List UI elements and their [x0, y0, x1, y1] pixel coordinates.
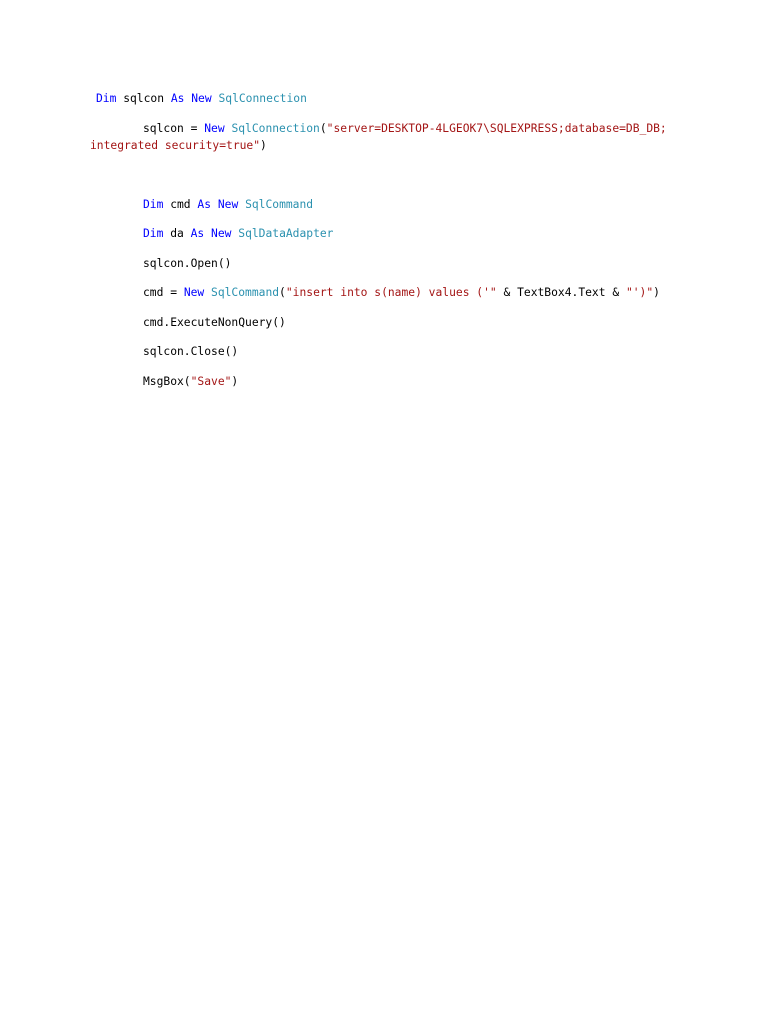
code-token-tx: sqlcon.Close() — [143, 345, 239, 358]
code-token-tx: sqlcon.Open() — [143, 257, 232, 270]
code-line-cmd-assign — [143, 285, 660, 301]
code-line-sqlcon-open — [143, 256, 231, 272]
code-token-tx: sqlcon = — [143, 122, 205, 135]
code-token-kw: As — [190, 227, 205, 240]
code-line-execute-nonquery — [143, 315, 286, 331]
code-token-st: "server=DESKTOP-4LGEOK7\SQLEXPRESS;database=DB_DB; — [326, 122, 667, 135]
code-token-ty: SqlConnection — [218, 92, 307, 105]
code-line-msgbox — [143, 374, 238, 390]
code-line-sqlcon-close — [143, 344, 238, 360]
code-token-ty: SqlCommand — [245, 198, 314, 211]
code-token-kw: New — [211, 227, 232, 240]
code-token-tx — [204, 286, 211, 299]
code-token-st: "Save" — [190, 375, 232, 388]
code-line-sqlcon-assign — [143, 121, 667, 137]
code-token-kw: As — [197, 198, 212, 211]
code-token-st: "insert into s(name) values ('" — [285, 286, 497, 299]
code-token-tx — [211, 198, 218, 211]
code-line-sqlcon-assign-continued — [90, 138, 267, 154]
code-line-dim-cmd — [143, 197, 313, 213]
code-token-st: integrated security=true" — [90, 139, 261, 152]
code-token-kw: New — [183, 286, 205, 299]
code-line-dim-sqlcon — [96, 91, 307, 107]
code-token-tx: sqlcon — [116, 92, 171, 105]
code-token-ty: SqlDataAdapter — [238, 227, 334, 240]
code-token-kw: Dim — [96, 92, 117, 105]
code-token-ty: SqlCommand — [211, 286, 280, 299]
code-token-kw: New — [204, 122, 225, 135]
code-token-tx: cmd = — [143, 286, 184, 299]
code-token-st: "')" — [625, 286, 654, 299]
code-token-kw: New — [191, 92, 212, 105]
code-token-kw: Dim — [143, 227, 164, 240]
code-token-tx: ) — [231, 375, 239, 388]
code-token-tx: cmd — [163, 198, 198, 211]
code-token-tx: ( — [319, 122, 327, 135]
code-token-tx: ) — [260, 139, 267, 152]
code-token-kw: As — [170, 92, 185, 105]
code-token-tx: ) — [653, 286, 660, 299]
code-token-tx: cmd.ExecuteNonQuery() — [143, 316, 286, 329]
code-line-dim-da — [143, 226, 333, 242]
code-token-kw: Dim — [143, 198, 164, 211]
code-token-tx: MsgBox( — [143, 375, 191, 388]
code-token-kw: New — [217, 198, 239, 211]
code-token-ty: SqlConnection — [231, 122, 320, 135]
code-token-tx: ( — [279, 286, 286, 299]
code-token-tx: da — [163, 227, 191, 240]
code-token-tx: & TextBox4.Text & — [496, 286, 626, 299]
